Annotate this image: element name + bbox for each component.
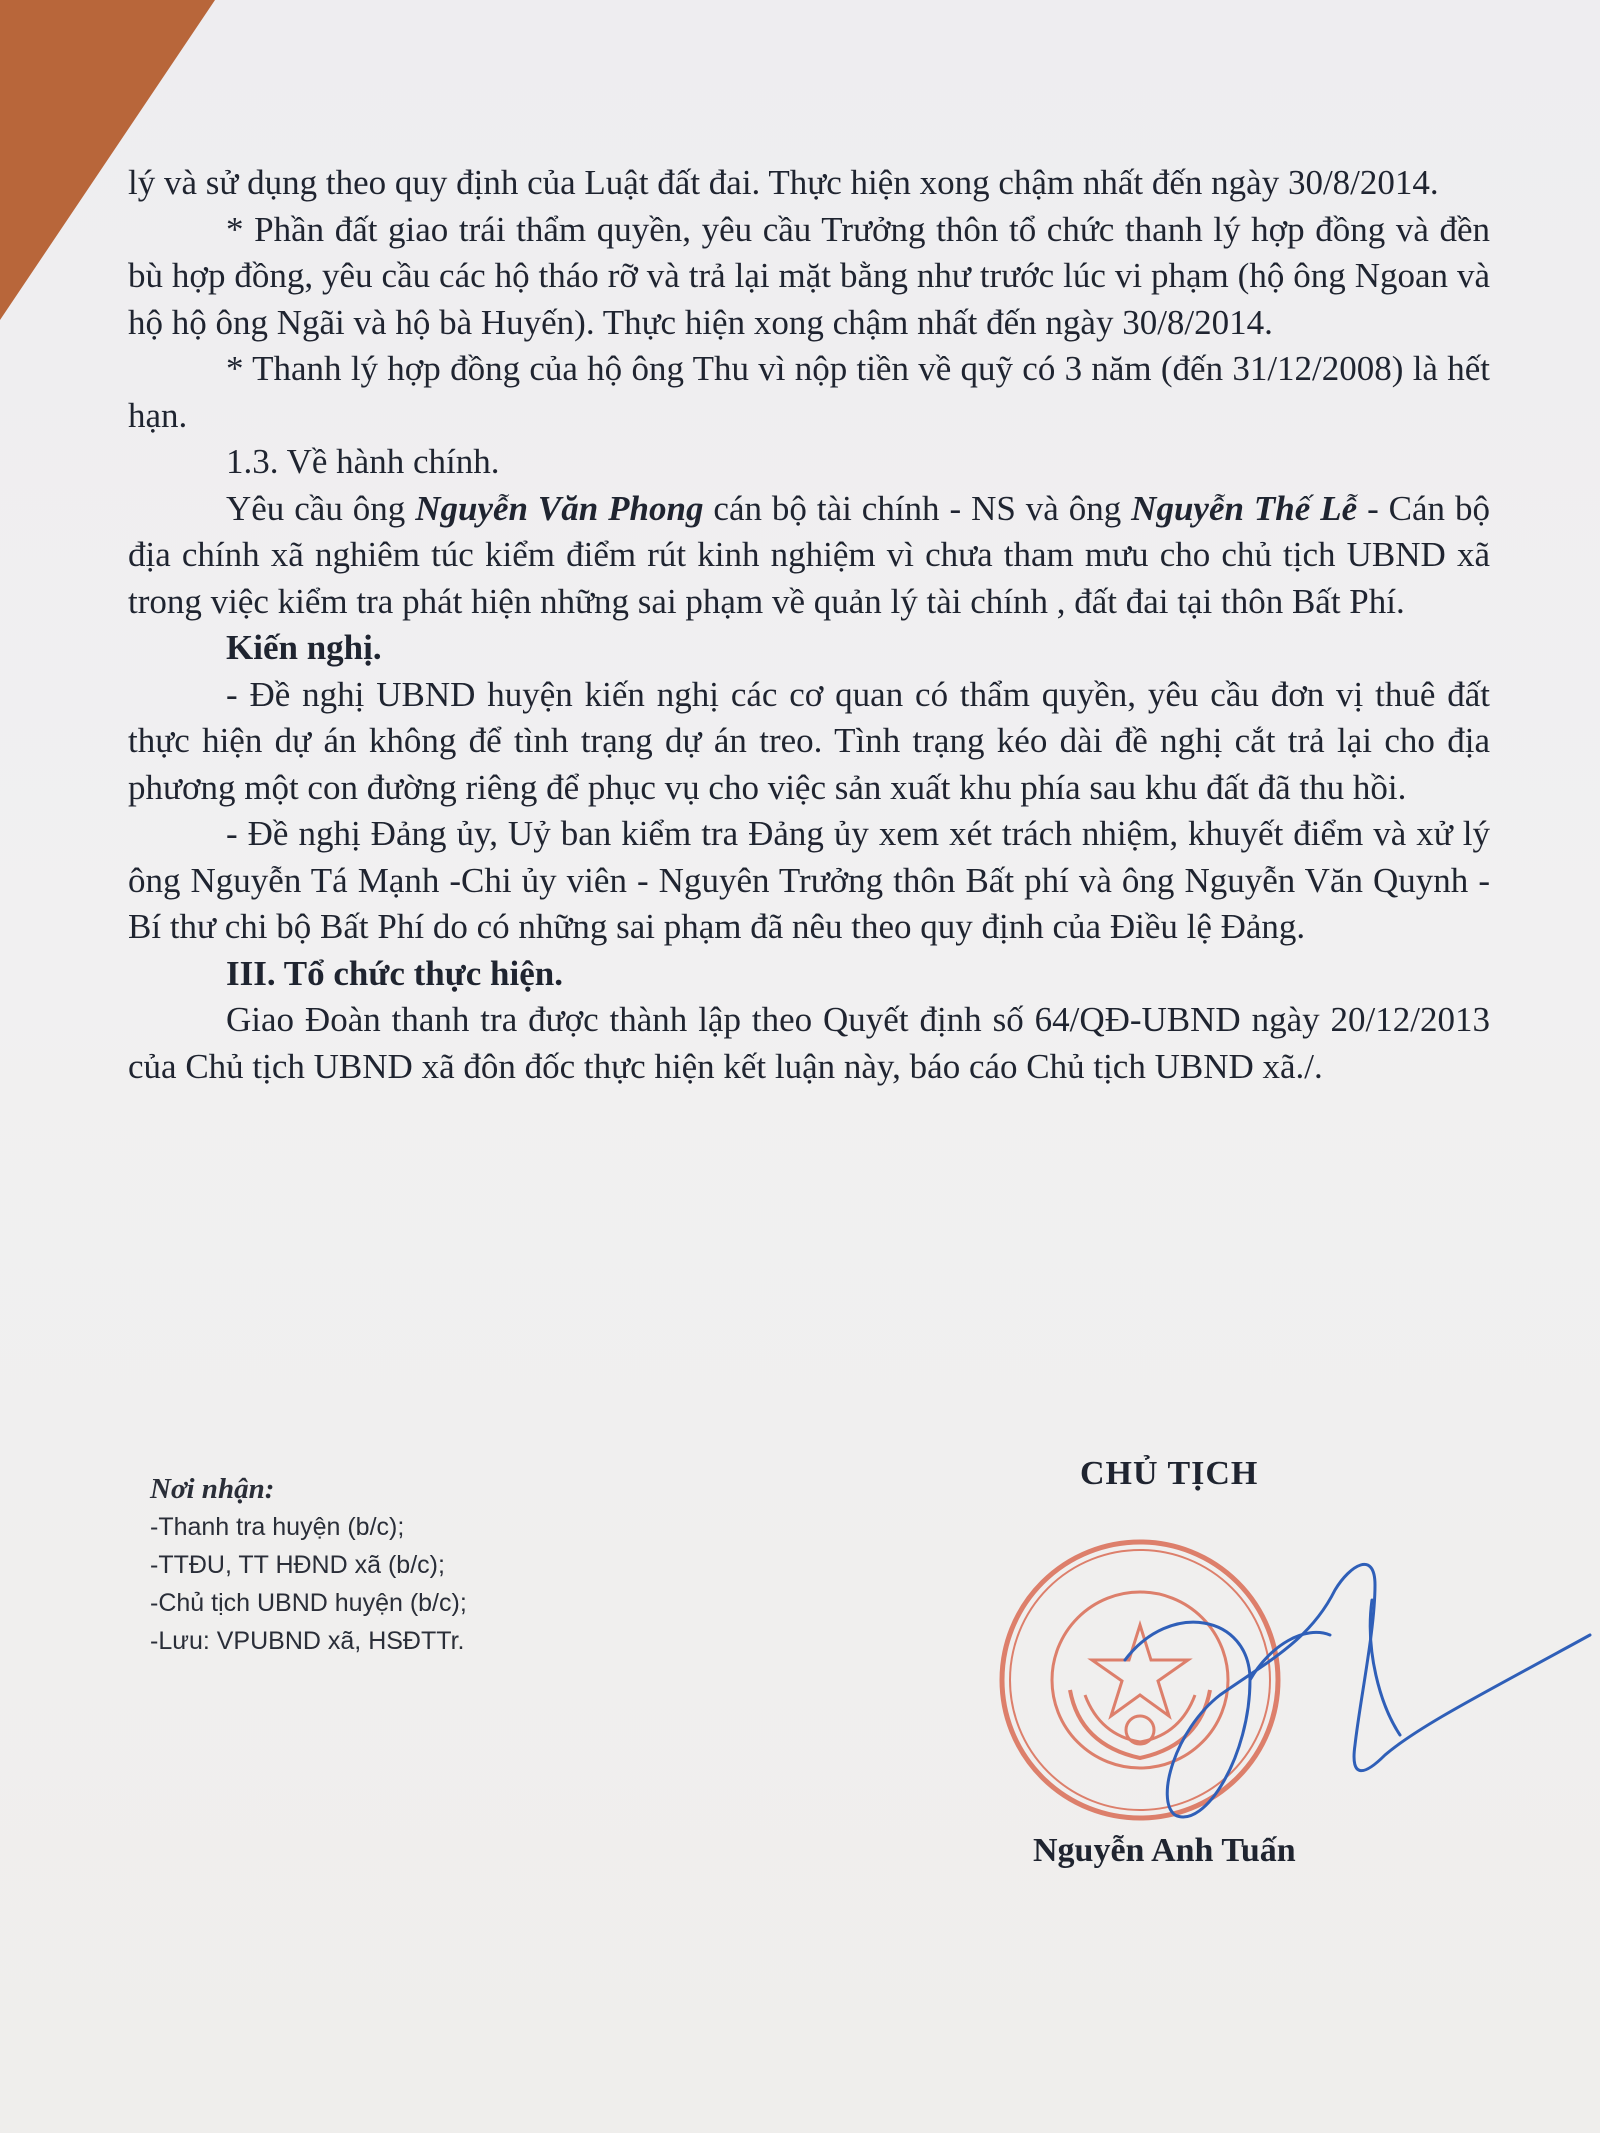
person-name-phong: Nguyễn Văn Phong bbox=[415, 488, 704, 528]
handwritten-signature-icon bbox=[1110, 1530, 1600, 1860]
signer-title: CHỦ TỊCH bbox=[1080, 1455, 1259, 1492]
admin-text-after: - Cán bộ địa chính xã nghiêm túc kiểm điểm rút kinh nghiệm vì chưa tham mưu cho chủ tịch UBND xã trong việc kiểm tra phát hiện những sai phạm về quản lý tài chính , đất đai tại thôn Bất Phí. bbox=[128, 488, 1490, 621]
recommendation-heading: Kiến nghị. bbox=[226, 628, 382, 667]
recipient-item: -Lưu: VPUBND xã, HSĐTTr. bbox=[150, 1627, 465, 1655]
paragraph-unauthorized-land: * Phần đất giao trái thẩm quyền, yêu cầu Trưởng thôn tổ chức thanh lý hợp đồng và đền bù hợp đồng, yêu cầu các hộ tháo rỡ và trả lại mặt bằng như trước lúc vi phạm (hộ ông Ngoan và hộ hộ ông Ngãi và hộ bà Huyến). Thực hiện xong chậm nhất đến ngày 30/8/2014. bbox=[128, 209, 1490, 342]
document-body bbox=[128, 160, 1490, 1090]
recipient-item: -Chủ tịch UBND huyện (b/c); bbox=[150, 1589, 467, 1617]
implementation-heading: III. Tổ chức thực hiện. bbox=[226, 953, 563, 993]
recipient-item: -TTĐU, TT HĐND xã (b/c); bbox=[150, 1551, 445, 1579]
person-name-le: Nguyễn Thế Lễ bbox=[1131, 488, 1358, 528]
recommendation-party: - Đề nghị Đảng ủy, Uỷ ban kiểm tra Đảng ủy xem xét trách nhiệm, khuyết điểm và xử lý ông Nguyễn Tá Mạnh -Chi ủy viên - Nguyên Trưởng thôn Bất phí và ông Nguyễn Văn Quynh - Bí thư chi bộ Bất Phí do có những sai phạm đã nêu theo quy định của Điều lệ Đảng. bbox=[128, 814, 1490, 946]
implementation-paragraph: Giao Đoàn thanh tra được thành lập theo Quyết định số 64/QĐ-UBND ngày 20/12/2013 của Chủ tịch UBND xã đôn đốc thực hiện kết luận này, báo cáo Chủ tịch UBND xã./. bbox=[128, 1000, 1490, 1086]
admin-text-middle: cán bộ tài chính - NS và ông bbox=[703, 488, 1132, 528]
section-administrative-heading: 1.3. Về hành chính. bbox=[226, 442, 500, 481]
recipients-title: Nơi nhận: bbox=[150, 1473, 275, 1505]
recipients-block bbox=[150, 1470, 710, 1660]
admin-text-before: Yêu cầu ông bbox=[226, 488, 416, 528]
recommendation-district: - Đề nghị UBND huyện kiến nghị các cơ quan có thẩm quyền, yêu cầu đơn vị thuê đất thực hiện dự án không để tình trạng dự án treo. Tình trạng kéo dài đề nghị cắt trả lại cho địa phương một con đường riêng để phục vụ cho việc sản xuất khu phía sau khu đất đã thu hồi. bbox=[128, 674, 1490, 807]
paragraph-contract-thu: * Thanh lý hợp đồng của hộ ông Thu vì nộp tiền về quỹ có 3 năm (đến 31/12/2008) là hết hạn. bbox=[128, 349, 1490, 435]
paragraph-administrative bbox=[128, 486, 1490, 626]
recipient-item: -Thanh tra huyện (b/c); bbox=[150, 1513, 405, 1541]
paragraph-land-law: lý và sử dụng theo quy định của Luật đất đai. Thực hiện xong chậm nhất đến ngày 30/8/2014. bbox=[128, 163, 1439, 202]
signer-name: Nguyễn Anh Tuấn bbox=[1033, 1832, 1296, 1869]
